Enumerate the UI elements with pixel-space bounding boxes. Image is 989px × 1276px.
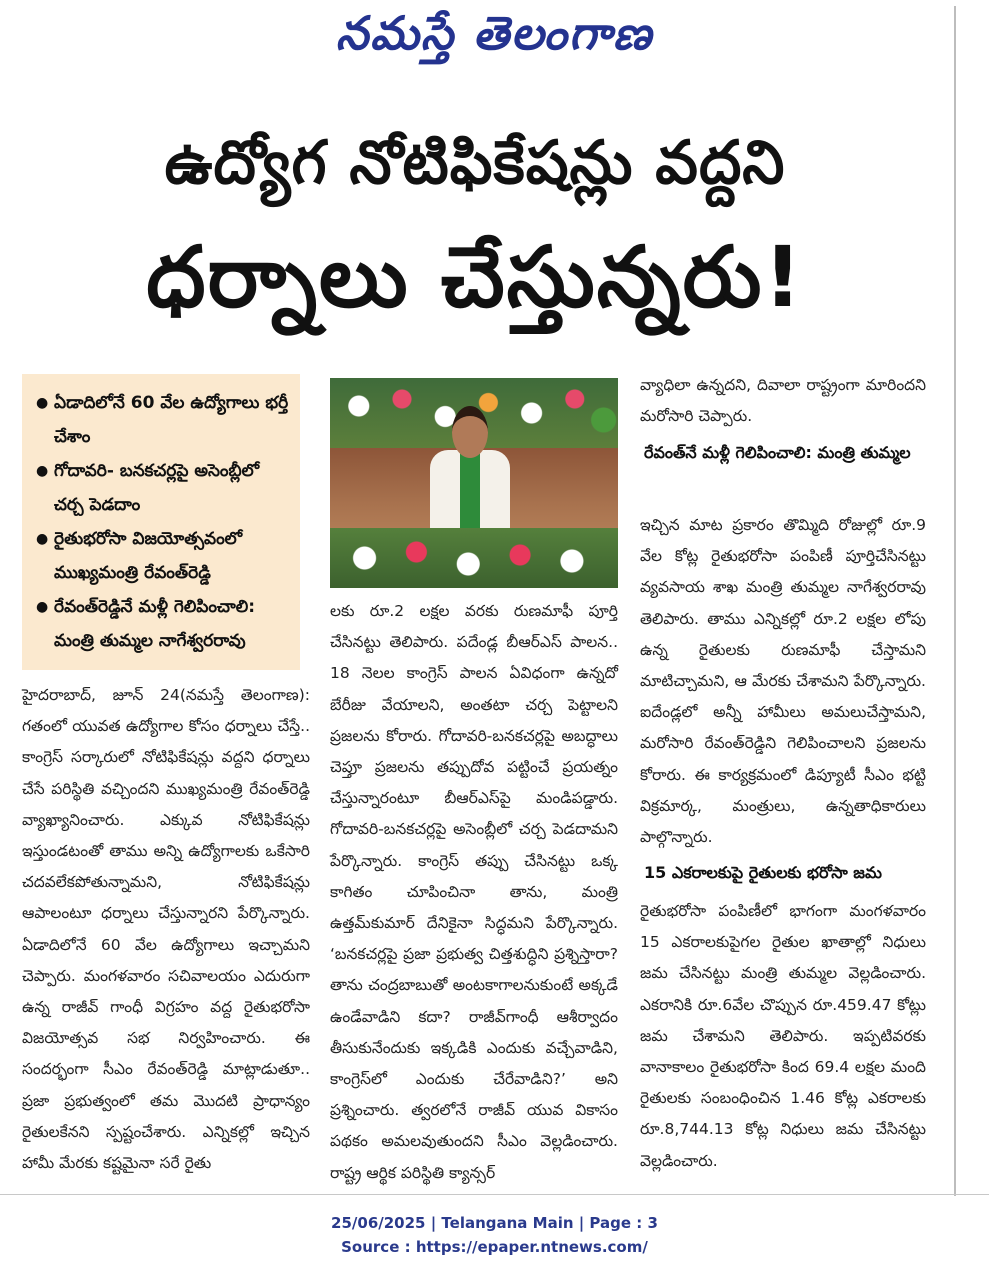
highlight-text: గోదావరి- బనకచర్లపై అసెంబ్లీలో చర్చ పెడదాం [54,461,260,515]
highlight-text: రైతుభరోసా విజయోత్సవంలో ముఖ్యమంత్రి రేవంత్‌రెడ్డి [54,529,243,583]
highlight-item [36,590,290,658]
footer-divider [0,1194,989,1195]
masthead-logo: నమస్తే తెలంగాణ [335,6,654,60]
headline-line-1: ఉద్యోగ నోటిఫికేషన్లు వద్దని [164,128,786,198]
news-photo [330,378,618,588]
highlight-text: ఏడాదిలోనే 60 వేల ఉద్యోగాలు భర్తీ చేశాం [54,393,289,447]
bullet-icon: ● [36,395,49,411]
bullet-icon: ● [36,463,49,479]
bullet-icon: ● [36,531,49,547]
article-column-middle: లకు రూ.2 లక్షల వరకు రుణమాఫీ పూర్తి చేసినట్టు తెలిపారు. పదేండ్ల బీఆర్‌ఎస్‌ పాలన.. 18 నెలల కాంగ్రెస్‌ పాలన ఏవిధంగా ఉన్నదో బేరీజు వేయాలని, అంతటా చర్చ పెట్టాలని ప్రజలను కోరారు. గోదావరి-బనకచర్లపై అబద్ధాలు చెప్తూ ప్రజలను తప్పుదోవ పట్టించే ప్రయత్నం చేస్తున్నారంటూ బీఆర్‌ఎస్‌పై మండిపడ్డారు. గోదావరి-బనకచర్లపై అసెంబ్లీలో చర్చ పెడదామని పేర్కొన్నారు. కాంగ్రెస్‌ తప్పు చేసినట్టు ఒక్క కాగితం చూపించినా తాను, మంత్రి ఉత్తమ్‌కుమార్‌ దేనికైనా సిద్ధమని పేర్కొన్నారు. ‘బనకచర్లపై ప్రజా ప్రభుత్వ చిత్తశుద్ధిని ప్రశ్నిస్తారా?తాను చంద్రబాబుతో అంటకాగాలనుకుంటే అక్కడే ఉండేవాడిని కదా? రాజీవ్‌గాంధీ ఆశీర్వాదం తీసుకునేందుకు ఇక్కడికి ఎందుకు వచ్చేవాడిని, కాంగ్రెస్‌లో ఎందుకు చేరేవాడిని?’ అని ప్రశ్నించారు. త్వరలోనే రాజీవ్‌ యువ వికాసం పథకం అమలవుతుందని సీఎం వెల్లడించారు. రాష్ట్ర ఆర్థిక పరిస్థితి క్యాన్సర్‌ [330,602,618,1182]
headline-line-2: ధర్నాలు చేస్తున్నరు! [146,228,804,326]
bullet-icon: ● [36,599,49,615]
highlights-box [22,374,300,670]
article-column-right-top: వ్యాధిలా ఉన్నదని, దివాలా రాష్ట్రంగా మారిందని మరోసారి చెప్పారు. [640,376,926,426]
subheading-farmers-bharosa: 15 ఎకరాలకుపై రైతులకు భరోసా జమ [644,863,882,882]
photo-speaker [430,406,510,536]
subheading-tummala: రేవంత్‌నే మళ్లీ గెలిపించాలి: మంత్రి తుమ్మల [644,443,911,462]
article-column-right-middle: ఇచ్చిన మాట ప్రకారం తొమ్మిది రోజుల్లో రూ.9 వేల కోట్ల రైతుభరోసా పంపిణీ పూర్తిచేసినట్టు వ్యవసాయ శాఖ మంత్రి తుమ్మల నాగేశ్వరరావు తెలిపారు. తాము ఎన్నికల్లో రూ.2 లక్షల లోపు ఉన్న రైతులకు రుణమాఫీ చేస్తామని మాటిచ్చామని, ఆ మేరకు చేశామని పేర్కొన్నారు. ఐదేండ్లలో అన్నీ హామీలు అమలుచేస్తామని, మరోసారి రేవంత్‌రెడ్డిని గెలిపించాలని ప్రజలను కోరారు. ఈ కార్యక్రమంలో డిప్యూటీ సీఎం భట్టి విక్రమార్క, మంత్రులు, ఉన్నతాధికారులు పాల్గొన్నారు. [640,516,926,847]
photo-speaker-head [452,406,488,458]
photo-flowers-bottom [330,528,618,588]
footer-edition-info: 25/06/2025 | Telangana Main | Page : 3 [331,1214,658,1232]
article-column-left: హైదరాబాద్‌, జూన్‌ 24(నమస్తే తెలంగాణ): గతంలో యువత ఉద్యోగాల కోసం ధర్నాలు చేస్తే.. కాంగ్రెస్‌ సర్కారులో నోటిఫికేషన్లు వద్దని ధర్నాలు చేసే పరిస్థితి వచ్చిందని ముఖ్యమంత్రి రేవంత్‌రెడ్డి వ్యాఖ్యానించారు. ఎక్కువ నోటిఫికేషన్లు ఇస్తుండటంతో తాము అన్ని ఉద్యోగాలకు ఒకేసారి చదవలేకపోతున్నామని, నోటిఫికేషన్లు ఆపాలంటూ ధర్నాలు చేస్తున్నారని పేర్కొన్నారు. ఏడాదిలోనే 60 వేల ఉద్యోగాలు ఇచ్చామని చెప్పారు. మంగళవారం సచివాలయం ఎదురుగా ఉన్న రాజీవ్‌ గాంధీ విగ్రహం వద్ద రైతుభరోసా విజయోత్సవ సభ నిర్వహించారు. ఈ సందర్భంగా సీఎం రేవంత్‌రెడ్డి మాట్లాడుతూ.. ప్రజా ప్రభుత్వంలో తమ మొదటి ప్రాధాన్యం రైతులకేనని స్పష్టంచేశారు. ఎన్నికల్లో ఇచ్చిన హామీ మేరకు కష్టమైనా సరే రైతు [22,686,310,1173]
highlight-text: రేవంత్‌రెడ్డినే మళ్లీ గెలిపించాలి: మంత్రి తుమ్మల నాగేశ్వరరావు [54,597,255,651]
highlight-item [36,522,290,590]
highlight-item [36,454,290,522]
highlight-item [36,386,290,454]
photo-speaker-scarf [460,450,480,540]
article-column-right-bottom: రైతుభరోసా పంపిణీలో భాగంగా మంగళవారం 15 ఎకరాలకుపైగల రైతుల ఖాతాల్లో నిధులు జమ చేసినట్టు మంత్రి తుమ్మల వెల్లడించారు. ఎకరానికి రూ.6వేల చొప్పున రూ.459.47 కోట్లు జమ చేశామని తెలిపారు. ఇప్పటివరకు వానాకాలం రైతుభరోసా కింద 69.4 లక్షల మంది రైతులకు సంబంధించిన 1.46 కోట్ల ఎకరాలకు రూ.8,744.13 కోట్ల నిధులు జమ చేసినట్టు వెల్లడించారు. [640,902,926,1170]
footer-source: Source : https://epaper.ntnews.com/ [341,1238,648,1256]
